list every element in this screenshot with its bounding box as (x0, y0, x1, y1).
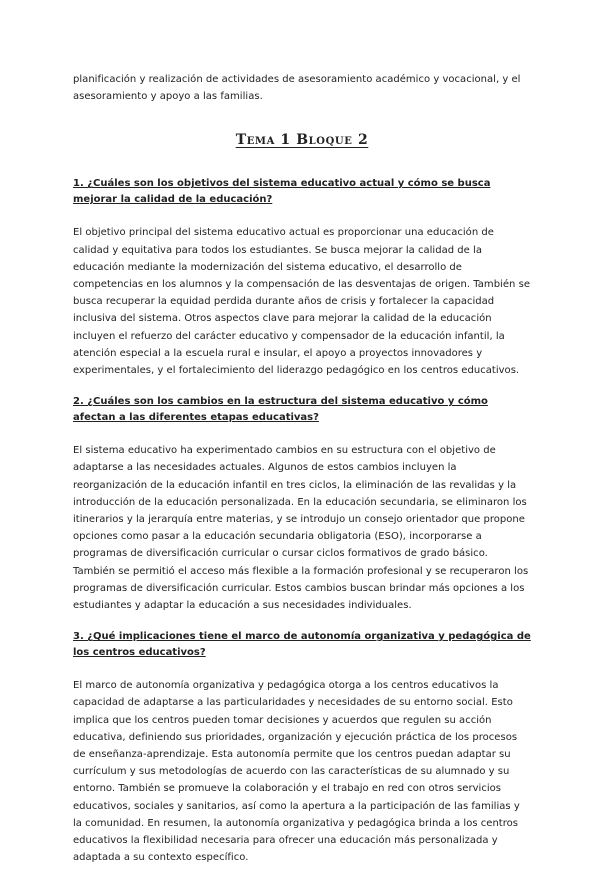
answer-3: El marco de autonomía organizativa y pedagógica otorga a los centros educativos la capacidad de adaptarse a las particularidades y necesidades de su entorno social. Esto implica que los centros pueden tomar decisiones y acuerdos que regulen su acción educativa, definiendo sus prioridades, organización y ejecución práctica de los procesos de enseñanza-aprendizaje. Esta autonomía permite que los centros puedan adaptar su currículum y sus metodologías de acuerdo con las características de su alumnado y su entorno. También se promueve la colaboración y el trabajo en red con otros servicios educativos, sociales y sanitarios, así como la apertura a la participación de las familias y la comunidad. En resumen, la autonomía organizativa y pedagógica brinda a los centros educativos la flexibilidad necesaria para ofrecer una educación más personalizada y adaptada a su contexto específico. (73, 680, 520, 864)
answer-2: El sistema educativo ha experimentado cambios en su estructura con el objetivo de adaptarse a las necesidades actuales. Algunos de estos cambios incluyen la reorganización de la educación infantil en tres ciclos, la eliminación de las revalidas y la introducción de la educación personalizada. En la educación secundaria, se eliminaron los itinerarios y la jerarquía entre materias, y se introdujo un consejo orientador que propone opciones como pasar a la educación secundaria obligatoria (ESO), incorporarse a programas de diversificación curricular o cursar ciclos formativos de grado básico. También se permitió el acceso más flexible a la formación profesional y se recuperaron los programas de diversificación curricular. Estos cambios buscan brindar más opciones a los estudiantes y adaptar la educación a sus necesidades individuales. (73, 445, 529, 612)
section-title: Tema 1 Bloque 2 (235, 132, 369, 149)
document-page (73, 71, 531, 882)
question-3: 3. ¿Qué implicaciones tiene el marco de autonomía organizativa y pedagógica de los centros educativos? (73, 631, 531, 659)
question-2: 2. ¿Cuáles son los cambios en la estructura del sistema educativo y cómo afectan a las diferentes etapas educativas? (73, 396, 488, 424)
answer-1: El objetivo principal del sistema educativo actual es proporcionar una educación de calidad y equitativa para todos los estudiantes. Se busca mejorar la calidad de la educación mediante la modernización del sistema educativo, el desarrollo de competencias en los alumnos y la compensación de las desventajas de origen. También se busca recuperar la equidad perdida durante años de crisis y fortalecer la capacidad inclusiva del sistema. Otros aspectos clave para mejorar la calidad de la educación incluyen el refuerzo del carácter educativo y compensador de la educación infantil, la atención especial a la escuela rural e insular, el apoyo a proyectos innovadores y experimentales, y el fortalecimiento del liderazgo pedagógico en los centros educativos. (73, 227, 530, 377)
intro-paragraph: planificación y realización de actividades de asesoramiento académico y vocacional, y el asesoramiento y apoyo a las familias. (73, 74, 521, 103)
question-1: 1. ¿Cuáles son los objetivos del sistema educativo actual y cómo se busca mejorar la calidad de la educación? (73, 178, 491, 206)
